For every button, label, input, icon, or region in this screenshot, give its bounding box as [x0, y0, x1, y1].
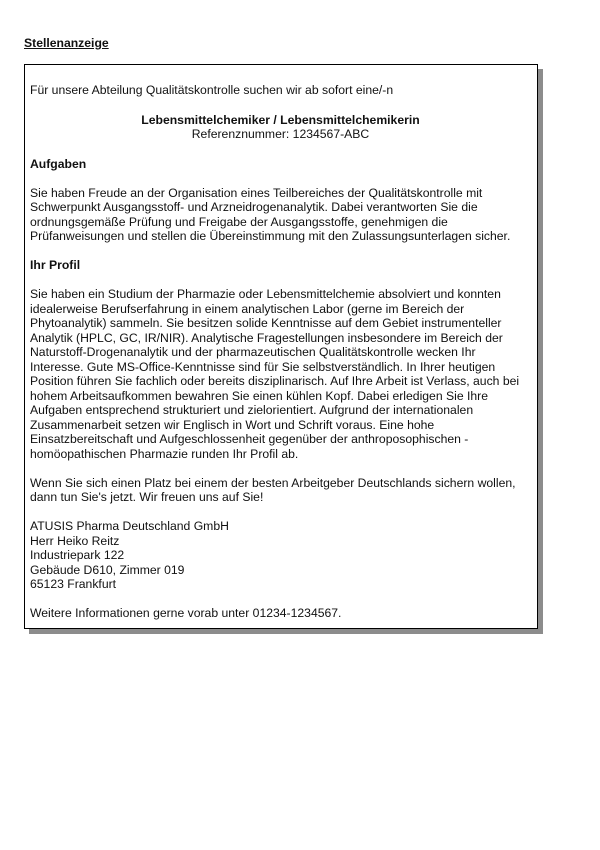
- job-title: Lebensmittelchemiker / Lebensmittelchemikerin: [141, 112, 420, 127]
- closing-text: Wenn Sie sich einen Platz bei einem der besten Arbeitgeber Deutschlands sichern wollen, dann tun Sie's jetzt. Wir freuen uns auf Sie!: [30, 475, 516, 504]
- street-address: Industriepark 122: [30, 548, 125, 562]
- profile-text: Sie haben ein Studium der Pharmazie oder Lebensmittelchemie absolviert und konnten idealerweise Berufserfahrung in einem analytischen Labor (gerne im Bereich der Phytoanalytik) sammeln. Sie besitzen solide Kenntnisse auf dem Gebiet instrumenteller Analytik (HPLC, GC, IR/NIR). Analytische Fragestellungen insbesondere im Bereich der Naturstoff-Drogenanalytik und der pharmazeutischen Qualitätskontrolle wecken Ihr Interesse. Gute MS-Office-Kenntnisse sind für Sie selbstverständlich. In Ihrer heutigen Position führen Sie fachlich oder bereits disziplinarisch. Auf Ihre Arbeit ist Verlass, auch bei hohem Arbeitsaufkommen bewahren Sie einen kühlen Kopf. Dabei erledigen Sie Ihre Aufgaben entsprechend strukturiert und zielorientiert. Aufgrund der internationalen Zusammenarbeit setzen wir Englisch in Wort und Schrift voraus. Eine hohe Einsatzbereitschaft und Aufgeschlossenheit gegenüber der anthroposophischen - homöopathischen Pharmazie runden Ihr Profil ab.: [30, 287, 520, 461]
- address-block: [30, 519, 531, 592]
- contact-info: Weitere Informationen gerne vorab unter 01234-1234567.: [30, 606, 342, 620]
- contact-person: Herr Heiko Reitz: [30, 533, 120, 548]
- reference-number: Referenznummer: 1234567-ABC: [191, 127, 370, 141]
- intro-text: Für unsere Abteilung Qualitätskontrolle suchen wir ab sofort eine/-n: [30, 83, 394, 97]
- company-name: ATUSIS Pharma Deutschland GmbH: [30, 519, 229, 533]
- page-heading: Stellenanzeige: [24, 36, 109, 50]
- profile-heading: Ihr Profil: [30, 258, 81, 272]
- job-title-block: [30, 113, 531, 142]
- tasks-heading: Aufgaben: [30, 156, 87, 171]
- city: 65123 Frankfurt: [30, 577, 117, 591]
- building-room: Gebäude D610, Zimmer 019: [30, 562, 185, 577]
- job-ad-box: [24, 64, 538, 629]
- tasks-text: Sie haben Freude an der Organisation eines Teilbereiches der Qualitätskontrolle mit Schwerpunkt Ausgangsstoff- und Arzneidrogenanalytik. Dabei verantworten Sie die ordnungsgemäße Prüfung und Freigabe der Ausgangsstoffe, genehmigen die Prüfanweisungen und stellen die Übereinstimmung mit den Zulassungsunterlagen sicher.: [30, 185, 511, 243]
